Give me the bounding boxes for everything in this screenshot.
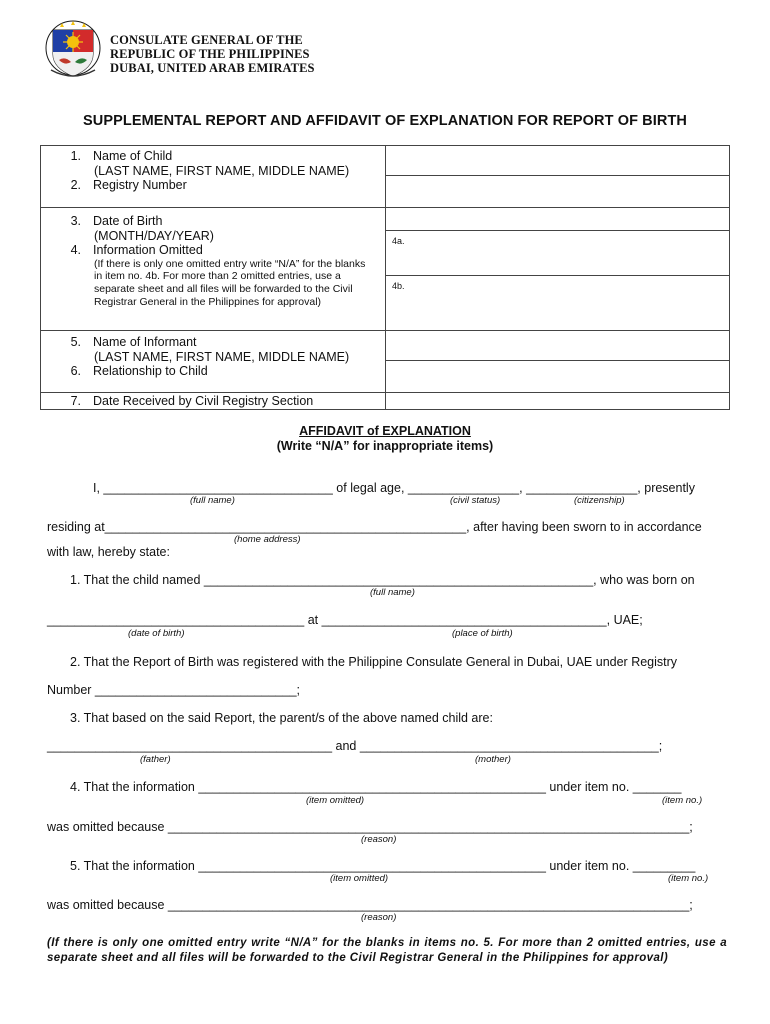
row-5-label: Name of Informant — [93, 335, 197, 349]
affidavit-heading-block — [0, 424, 770, 454]
affidavit-subheading: (Write “N/A” for inappropriate items) — [276, 439, 494, 453]
item-5b-line: was omitted because ___________________________________________________________________________; — [47, 898, 693, 912]
caption-civil-status: (civil status) — [450, 495, 501, 506]
informant-name-field[interactable] — [386, 331, 729, 361]
row-6-label: Relationship to Child — [93, 364, 208, 378]
item-1-line: 1. That the child named ________________________________________________________, who was born on — [70, 573, 695, 587]
row-5-number: 5. — [70, 335, 81, 349]
caption-father: (father) — [140, 754, 171, 765]
item-3-line: 3. That based on the said Report, the parent/s of the above named child are: — [70, 711, 493, 725]
affidavit-line-2: residing at____________________________________________________, after having been sworn to in accordance — [47, 520, 702, 534]
header-line-1: CONSULATE GENERAL OF THE — [110, 33, 303, 47]
caption-reason-2: (reason) — [361, 912, 397, 923]
affidavit-heading: AFFIDAVIT of EXPLANATION — [299, 424, 471, 438]
page-title: SUPPLEMENTAL REPORT AND AFFIDAVIT OF EXPLANATION FOR REPORT OF BIRTH — [83, 113, 687, 129]
philippine-seal-icon — [45, 18, 101, 80]
child-name-field[interactable] — [386, 146, 729, 176]
caption-home-address: (home address) — [234, 534, 301, 545]
registry-number-field[interactable] — [386, 176, 729, 207]
row-5-sub: (LAST NAME, FIRST NAME, MIDDLE NAME) — [94, 349, 350, 364]
date-received-field[interactable] — [386, 393, 730, 410]
info-omitted-4a-field[interactable] — [386, 231, 729, 276]
affidavit-line-3: with law, hereby state: — [47, 545, 170, 559]
row-7-number: 7. — [70, 394, 81, 408]
consulate-header — [110, 33, 315, 75]
caption-mother: (mother) — [475, 754, 511, 765]
item-5-line: 5. That the information __________________________________________________ under item no. _________ — [70, 859, 696, 873]
caption-place-of-birth: (place of birth) — [452, 628, 513, 639]
item-2-line: 2. That the Report of Birth was registered with the Philippine Consulate General in Dubai, UAE under Registry — [70, 655, 678, 669]
row-1-sub: (LAST NAME, FIRST NAME, MIDDLE NAME) — [94, 163, 350, 178]
caption-item-omitted-1: (item omitted) — [306, 795, 365, 806]
header-line-2: REPUBLIC OF THE PHILIPPINES — [110, 47, 310, 61]
row-4-number: 4. — [70, 243, 81, 257]
affidavit-line-1: I, _________________________________ of legal age, ________________, ________________, presently — [93, 481, 695, 495]
row-2-number: 2. — [70, 178, 81, 192]
footer-note: (If there is only one omitted entry write “N/A” for the blanks in items no. 5. For more than 2 omitted entries, use a separate sheet and all files will be forwarded to the Civil Registrar General in the Philippines for approval) — [47, 937, 727, 964]
row-6-number: 6. — [70, 364, 81, 378]
row-3-label: Date of Birth — [93, 214, 163, 228]
relationship-field[interactable] — [386, 361, 729, 392]
row-1-label: Name of Child — [93, 149, 173, 163]
item-2b-line: Number _____________________________; — [47, 683, 301, 697]
row-4-note: (If there is only one omitted entry write “N/A” for the blanks in item no. 4b. For more than 2 omitted entries, use a separate sheet and all files will be forwarded to the Civil Registrar General in the Philippines for approval) — [94, 257, 366, 308]
item-4b-line: was omitted because ___________________________________________________________________________; — [47, 820, 693, 834]
caption-citizenship: (citizenship) — [574, 495, 625, 506]
item-4-line: 4. That the information __________________________________________________ under item no. _______ — [70, 780, 682, 794]
header-line-3: DUBAI, UNITED ARAB EMIRATES — [110, 61, 315, 75]
date-of-birth-field[interactable] — [386, 208, 729, 231]
row-7-label: Date Received by Civil Registry Section — [93, 394, 314, 408]
caption-full-name-2: (full name) — [370, 587, 415, 598]
info-omitted-4b-field[interactable] — [386, 276, 729, 330]
report-table — [40, 145, 730, 410]
label-4a: 4a. — [392, 236, 405, 246]
caption-item-no-1: (item no.) — [662, 795, 703, 806]
row-3-sub: (MONTH/DAY/YEAR) — [94, 228, 214, 243]
row-1-number: 1. — [70, 149, 81, 163]
caption-reason-1: (reason) — [361, 834, 397, 845]
caption-item-no-2: (item no.) — [668, 873, 709, 884]
item-3b-line: _________________________________________ and ___________________________________________; — [47, 739, 663, 753]
row-2-label: Registry Number — [93, 178, 187, 192]
row-4-label: Information Omitted — [93, 243, 203, 257]
item-1b-line: _____________________________________ at _________________________________________, UAE; — [47, 613, 643, 627]
caption-full-name: (full name) — [190, 495, 235, 506]
label-4b: 4b. — [392, 281, 405, 291]
caption-item-omitted-2: (item omitted) — [330, 873, 389, 884]
caption-date-of-birth: (date of birth) — [128, 628, 185, 639]
row-3-number: 3. — [70, 214, 81, 228]
